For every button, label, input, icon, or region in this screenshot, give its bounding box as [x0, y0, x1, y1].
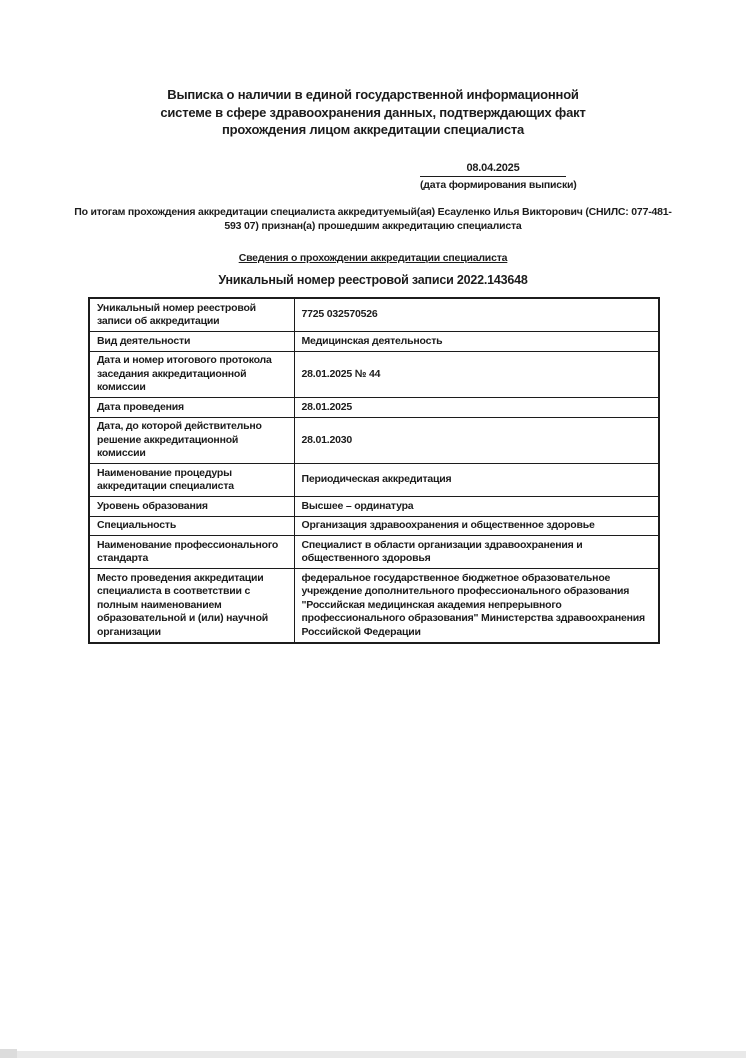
row-label: Дата проведения — [89, 398, 294, 418]
table-row — [89, 417, 659, 464]
intro-paragraph — [0, 205, 746, 233]
table-row — [89, 569, 659, 643]
row-label: Дата и номер итогового протокола заседания аккредитационной комиссии — [89, 351, 294, 398]
table-row — [89, 464, 659, 497]
registry-number-heading: Уникальный номер реестровой записи 2022.143648 — [218, 273, 528, 287]
row-label: Дата, до которой действительно решение аккредитационной комиссии — [89, 417, 294, 464]
row-label: Наименование профессионального стандарта — [89, 536, 294, 569]
table-row — [89, 298, 659, 332]
row-label: Уровень образования — [89, 497, 294, 517]
accreditation-details-table — [88, 297, 660, 644]
extract-date-value: 08.04.2025 — [420, 162, 566, 177]
accreditation-info-heading: Сведения о прохождении аккредитации специалиста — [238, 252, 508, 264]
intro-paragraph-line: По итогам прохождения аккредитации специалиста аккредитуемый(ая) Есауленко Илья Викторович (СНИЛС: 077-481- — [74, 206, 672, 218]
row-label: Наименование процедуры аккредитации специалиста — [89, 464, 294, 497]
row-value: Медицинская деятельность — [294, 332, 659, 352]
document-title-line: системе в сфере здравоохранения данных, подтверждающих факт — [160, 104, 586, 120]
row-value: 7725 032570526 — [294, 298, 659, 332]
row-value: 28.01.2030 — [294, 417, 659, 464]
table-row — [89, 536, 659, 569]
row-value: Организация здравоохранения и общественное здоровье — [294, 516, 659, 536]
document-title-line: прохождения лицом аккредитации специалиста — [221, 122, 525, 137]
horizontal-scrollbar-track[interactable] — [0, 1051, 746, 1058]
document-title-line: Выписка о наличии в единой государственной информационной — [167, 87, 579, 102]
row-value: Специалист в области организации здравоохранения и общественного здоровья — [294, 536, 659, 569]
table-row — [89, 332, 659, 352]
intro-paragraph-line: 593 07) признан(а) прошедшим аккредитацию специалиста — [224, 220, 522, 232]
table-row — [89, 398, 659, 418]
row-label: Специальность — [89, 516, 294, 536]
row-value: Периодическая аккредитация — [294, 464, 659, 497]
row-label: Вид деятельности — [89, 332, 294, 352]
extract-date-block — [420, 162, 577, 191]
extract-date-caption: (дата формирования выписки) — [420, 179, 577, 191]
row-value: 28.01.2025 — [294, 398, 659, 418]
horizontal-scrollbar-thumb[interactable] — [0, 1049, 17, 1058]
row-label: Место проведения аккредитации специалиста в соответствии с полным наименованием образовательной и (или) научной организации — [89, 569, 294, 643]
table-row — [89, 497, 659, 517]
table-row — [89, 351, 659, 398]
row-value: 28.01.2025 № 44 — [294, 351, 659, 398]
row-value: Высшее – ординатура — [294, 497, 659, 517]
row-value: федеральное государственное бюджетное образовательное учреждение дополнительного профессионального образования "Российская медицинская академия непрерывного профессионального образования" Министерства здравоохранения Российской Федерации — [294, 569, 659, 643]
document-title — [0, 86, 746, 139]
table-row — [89, 516, 659, 536]
row-label: Уникальный номер реестровой записи об аккредитации — [89, 298, 294, 332]
